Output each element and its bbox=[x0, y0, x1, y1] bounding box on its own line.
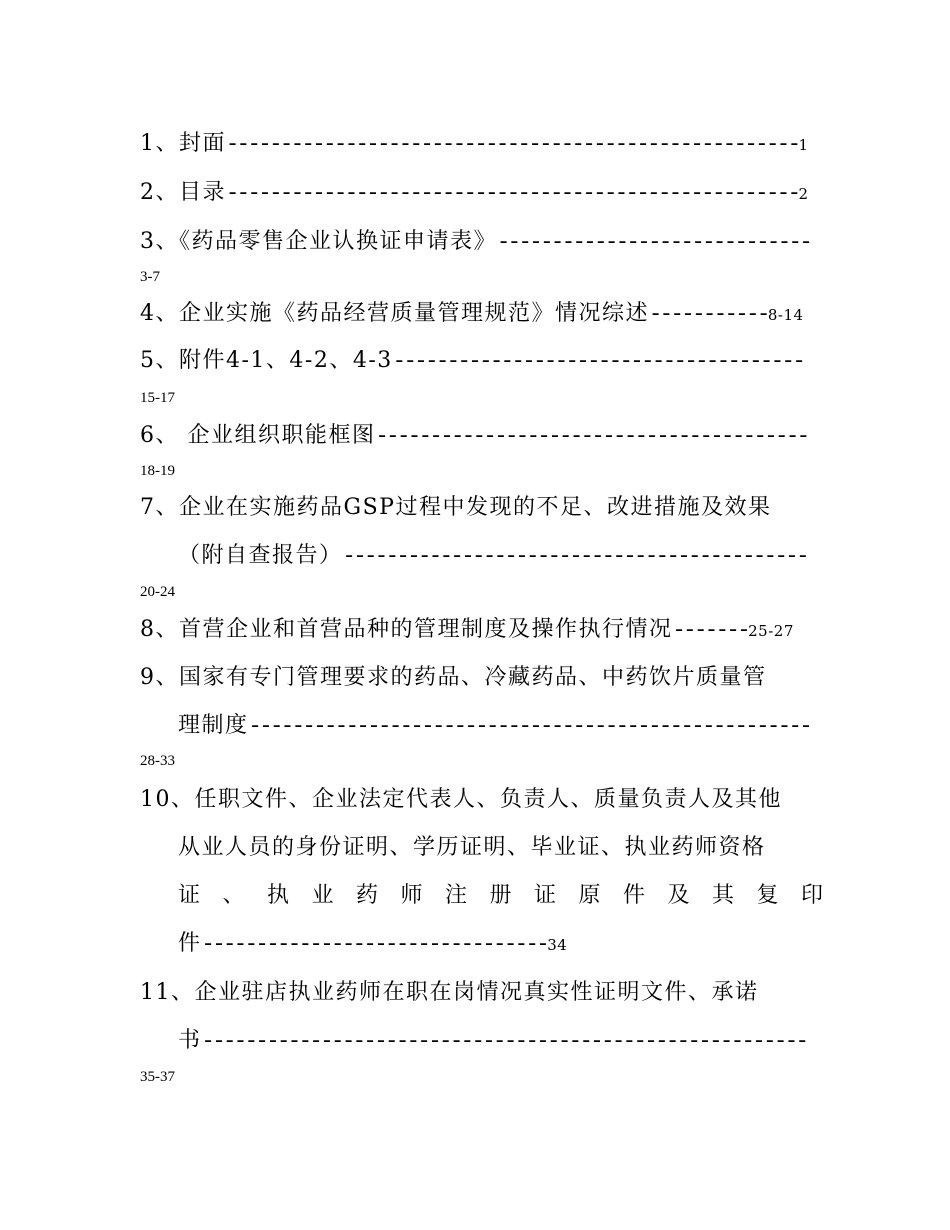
toc-entry-label: 证、执业药师注册证原件及其复印 bbox=[178, 883, 846, 908]
toc-entry-label: 2、目录 bbox=[140, 180, 226, 205]
toc-entry-continuation bbox=[178, 930, 567, 959]
toc-entry-label: （附自查报告） bbox=[178, 543, 343, 568]
toc-entry-label: 7、企业在实施药品GSP过程中发现的不足、改进措施及效果 bbox=[140, 495, 772, 520]
toc-entry-label: 11、企业驻店执业药师在职在岗情况真实性证明文件、承诺 bbox=[140, 980, 759, 1005]
toc-page-number: 2 bbox=[798, 185, 809, 203]
toc-entry-attachments bbox=[140, 347, 803, 376]
toc-page-number: 25-27 bbox=[748, 622, 794, 640]
toc-leader: ---------------------------------------- bbox=[375, 424, 808, 449]
toc-entry-label: 书 bbox=[178, 1028, 202, 1053]
toc-entry-continuation bbox=[178, 542, 807, 571]
toc-page-number: 1 bbox=[798, 136, 809, 154]
toc-page-number: 15-17 bbox=[140, 390, 175, 406]
toc-page-number: 34 bbox=[547, 936, 568, 954]
toc-page-number: 18-19 bbox=[140, 463, 175, 479]
toc-page-number: 3-7 bbox=[140, 269, 160, 285]
toc-entry-label: 6、 企业组织职能框图 bbox=[140, 423, 376, 448]
toc-entry-label: 5、附件4-1、4-2、4-3 bbox=[140, 348, 393, 373]
toc-entry-label: 理制度 bbox=[178, 713, 249, 738]
toc-entry-continuation bbox=[178, 882, 846, 910]
toc-entry-gsp-summary bbox=[140, 300, 804, 329]
toc-entry-personnel-documents bbox=[140, 786, 782, 814]
toc-page-number: 20-24 bbox=[140, 584, 175, 600]
toc-leader: ----------------------------------------------------- bbox=[226, 181, 799, 206]
toc-entry-label: 10、任职文件、企业法定代表人、负责人、质量负责人及其他 bbox=[140, 787, 782, 812]
toc-entry-label: 1、封面 bbox=[140, 131, 226, 156]
toc-entry-label: 4、企业实施《药品经营质量管理规范》情况综述 bbox=[140, 301, 649, 326]
toc-page-number: 35-37 bbox=[140, 1069, 175, 1085]
toc-entry-continuation bbox=[178, 1027, 806, 1056]
toc-entry-contents bbox=[140, 179, 809, 208]
toc-leader: ------------------------------------------- bbox=[342, 544, 808, 569]
toc-leader: -------------------------------------------------------- bbox=[201, 1029, 807, 1054]
toc-entry-label: 件 bbox=[178, 931, 202, 956]
toc-entry-label: 3、《药品零售企业认换证申请表》 bbox=[140, 229, 497, 254]
toc-entry-pharmacist-proof bbox=[140, 979, 759, 1007]
toc-leader: ---------------------------------------------------- bbox=[248, 714, 811, 739]
toc-entry-special-drugs bbox=[140, 664, 767, 692]
toc-leader: ----------------------------------------------------- bbox=[226, 132, 799, 157]
toc-entry-gsp-improvements bbox=[140, 494, 771, 522]
toc-leader: ------- bbox=[672, 618, 749, 643]
toc-leader: ----------------------------- bbox=[497, 230, 811, 255]
toc-leader: ----------- bbox=[649, 302, 768, 327]
toc-entry-label: 9、国家有专门管理要求的药品、冷藏药品、中药饮片质量管 bbox=[140, 665, 767, 690]
toc-entry-org-chart bbox=[140, 422, 808, 451]
toc-entry-continuation bbox=[178, 834, 766, 862]
toc-entry-label: 从业人员的身份证明、学历证明、毕业证、执业药师资格 bbox=[178, 835, 766, 860]
toc-leader: -------------------------------------- bbox=[392, 349, 804, 374]
toc-entry-label: 8、首营企业和首营品种的管理制度及操作执行情况 bbox=[140, 617, 673, 642]
toc-entry-cover bbox=[140, 130, 809, 159]
toc-entry-application-form bbox=[140, 228, 810, 257]
toc-leader: -------------------------------- bbox=[201, 932, 548, 957]
toc-page-number: 8-14 bbox=[767, 306, 804, 324]
toc-page-number: 28-33 bbox=[140, 753, 175, 769]
toc-entry-continuation bbox=[178, 712, 810, 741]
toc-entry-first-operation bbox=[140, 616, 794, 645]
